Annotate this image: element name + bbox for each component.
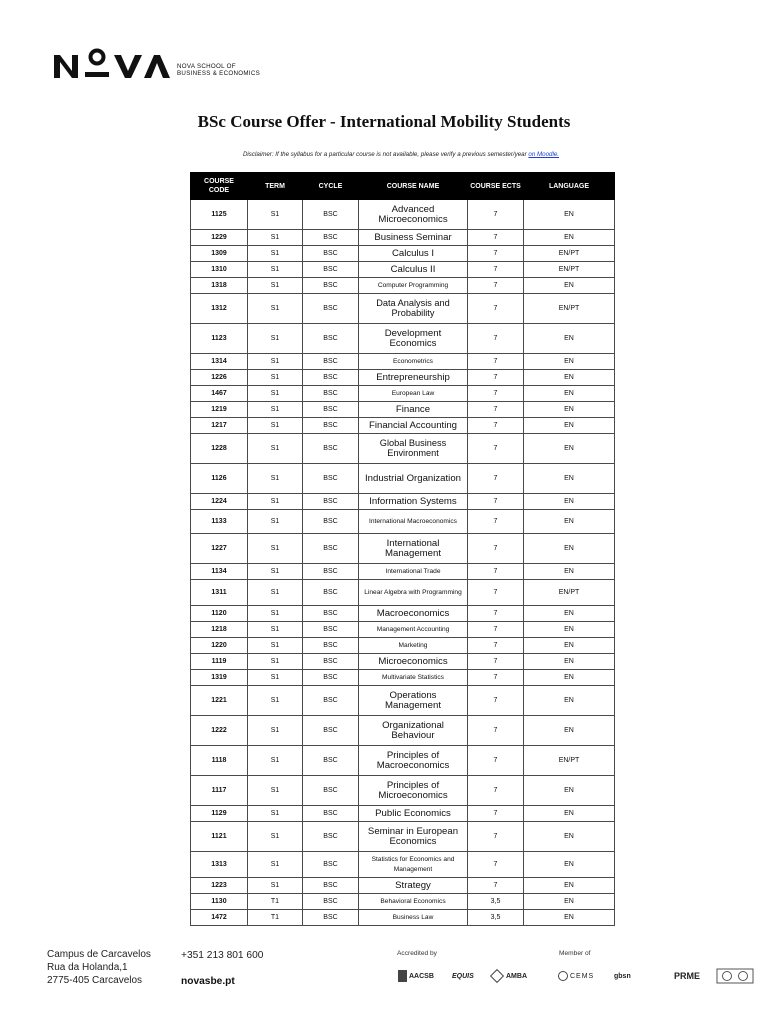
language-cell: EN (524, 418, 615, 434)
ects-cell: 7 (468, 386, 524, 402)
language-cell: EN/PT (524, 246, 615, 262)
course-code-cell: 1472 (191, 910, 248, 926)
language-cell: EN (524, 894, 615, 910)
language-cell: EN (524, 324, 615, 354)
cycle-cell: BSC (303, 852, 359, 878)
accredited-label: Accredited by (397, 950, 437, 957)
website-link[interactable]: novasbe.pt (181, 976, 235, 987)
term-cell: S1 (248, 386, 303, 402)
ects-cell: 7 (468, 776, 524, 806)
term-cell: S1 (248, 534, 303, 564)
address-line: Campus de Carcavelos (47, 949, 151, 960)
ects-cell: 7 (468, 534, 524, 564)
table-row (191, 670, 615, 686)
course-table (190, 172, 615, 926)
course-code-cell: 1222 (191, 716, 248, 746)
term-cell: S1 (248, 686, 303, 716)
ects-cell: 7 (468, 654, 524, 670)
cycle-cell: BSC (303, 878, 359, 894)
ects-cell: 7 (468, 564, 524, 580)
course-code-cell: 1467 (191, 386, 248, 402)
term-cell: S1 (248, 246, 303, 262)
cycle-cell: BSC (303, 534, 359, 564)
aacsb-mark-icon (398, 970, 407, 982)
course-name-cell: Operations Management (359, 686, 468, 716)
course-name-cell: Seminar in European Economics (359, 822, 468, 852)
course-name-cell: Financial Accounting (359, 418, 468, 434)
cycle-cell: BSC (303, 670, 359, 686)
table-row (191, 246, 615, 262)
table-row (191, 230, 615, 246)
seal-icon (716, 968, 754, 984)
course-name-cell: Business Law (359, 910, 468, 926)
table-row (191, 370, 615, 386)
ects-cell: 7 (468, 354, 524, 370)
language-cell: EN/PT (524, 262, 615, 278)
ects-cell: 7 (468, 822, 524, 852)
course-code-cell: 1314 (191, 354, 248, 370)
table-row (191, 606, 615, 622)
ects-cell: 7 (468, 638, 524, 654)
ects-cell: 7 (468, 686, 524, 716)
course-code-cell: 1319 (191, 670, 248, 686)
course-name-cell: International Management (359, 534, 468, 564)
course-code-cell: 1120 (191, 606, 248, 622)
cycle-cell: BSC (303, 278, 359, 294)
cycle-cell: BSC (303, 230, 359, 246)
table-row (191, 878, 615, 894)
table-row (191, 494, 615, 510)
ects-cell: 7 (468, 716, 524, 746)
term-cell: S1 (248, 510, 303, 534)
cycle-cell: BSC (303, 324, 359, 354)
language-cell: EN (524, 776, 615, 806)
cycle-cell: BSC (303, 510, 359, 534)
cycle-cell: BSC (303, 894, 359, 910)
course-code-cell: 1219 (191, 402, 248, 418)
term-cell: S1 (248, 354, 303, 370)
course-name-cell: Development Economics (359, 324, 468, 354)
ects-cell: 3,5 (468, 910, 524, 926)
course-code-cell: 1218 (191, 622, 248, 638)
cycle-cell: BSC (303, 910, 359, 926)
language-cell: EN/PT (524, 294, 615, 324)
table-row (191, 686, 615, 716)
ects-cell: 7 (468, 200, 524, 230)
course-name-cell: Macroeconomics (359, 606, 468, 622)
language-cell: EN (524, 622, 615, 638)
cycle-cell: BSC (303, 806, 359, 822)
course-name-cell: Information Systems (359, 494, 468, 510)
ects-cell: 7 (468, 670, 524, 686)
language-cell: EN (524, 910, 615, 926)
cycle-cell: BSC (303, 606, 359, 622)
table-row (191, 294, 615, 324)
course-code-cell: 1226 (191, 370, 248, 386)
table-row (191, 464, 615, 494)
ects-cell: 7 (468, 370, 524, 386)
language-cell: EN (524, 278, 615, 294)
ects-cell: 7 (468, 510, 524, 534)
cycle-cell: BSC (303, 370, 359, 386)
table-row (191, 580, 615, 606)
campus-address (47, 948, 151, 988)
table-row (191, 894, 615, 910)
term-cell: S1 (248, 262, 303, 278)
course-name-cell: European Law (359, 386, 468, 402)
ects-cell: 7 (468, 324, 524, 354)
language-cell: EN (524, 878, 615, 894)
language-cell: EN (524, 564, 615, 580)
course-code-cell: 1228 (191, 434, 248, 464)
course-name-cell: Industrial Organization (359, 464, 468, 494)
course-name-cell: Public Economics (359, 806, 468, 822)
cems-mark-icon (558, 971, 568, 981)
term-cell: S1 (248, 638, 303, 654)
language-cell: EN (524, 822, 615, 852)
table-row (191, 262, 615, 278)
ects-cell: 7 (468, 402, 524, 418)
aacsb-logo: AACSB (398, 968, 434, 984)
term-cell: S1 (248, 716, 303, 746)
cycle-cell: BSC (303, 686, 359, 716)
language-cell: EN (524, 716, 615, 746)
course-name-cell: International Macroeconomics (359, 510, 468, 534)
ects-cell: 7 (468, 294, 524, 324)
course-name-cell: Finance (359, 402, 468, 418)
language-cell: EN (524, 230, 615, 246)
course-code-cell: 1229 (191, 230, 248, 246)
course-name-cell: Principles of Macroeconomics (359, 746, 468, 776)
ects-cell: 7 (468, 246, 524, 262)
address-line: Rua da Holanda,1 (47, 962, 128, 974)
nova-logo-mark-icon (52, 46, 174, 86)
table-row (191, 654, 615, 670)
term-cell: S1 (248, 200, 303, 230)
cycle-cell: BSC (303, 386, 359, 402)
term-cell: S1 (248, 670, 303, 686)
table-row (191, 776, 615, 806)
term-cell: S1 (248, 278, 303, 294)
course-name-cell: International Trade (359, 564, 468, 580)
ects-cell: 7 (468, 494, 524, 510)
amba-logo: AMBA (492, 968, 527, 984)
term-cell: S1 (248, 776, 303, 806)
course-code-cell: 1117 (191, 776, 248, 806)
cycle-cell: BSC (303, 200, 359, 230)
term-cell: S1 (248, 294, 303, 324)
ects-cell: 7 (468, 434, 524, 464)
cycle-cell: BSC (303, 564, 359, 580)
language-cell: EN (524, 402, 615, 418)
course-code-cell: 1126 (191, 464, 248, 494)
disclaimer-text: Disclaimer: If the syllabus for a particular course is not available, please verify a previous semester/year (242, 151, 529, 158)
ects-cell: 3,5 (468, 894, 524, 910)
table-row (191, 746, 615, 776)
course-name-cell: Principles of Microeconomics (359, 776, 468, 806)
header-course-name: COURSE NAME (359, 173, 468, 200)
phone-number: +351 213 801 600 (181, 950, 264, 961)
table-row (191, 852, 615, 878)
table-row (191, 822, 615, 852)
member-label: Member of (559, 950, 591, 957)
table-row (191, 354, 615, 370)
course-code-cell: 1310 (191, 262, 248, 278)
course-code-cell: 1123 (191, 324, 248, 354)
cycle-cell: BSC (303, 654, 359, 670)
table-row (191, 534, 615, 564)
course-name-cell: Advanced Microeconomics (359, 200, 468, 230)
language-cell: EN (524, 370, 615, 386)
member-seal-logo (716, 968, 754, 984)
language-cell: EN (524, 606, 615, 622)
term-cell: S1 (248, 402, 303, 418)
language-cell: EN/PT (524, 746, 615, 776)
table-header-row (191, 173, 615, 200)
table-row (191, 324, 615, 354)
course-code-cell: 1133 (191, 510, 248, 534)
term-cell: S1 (248, 746, 303, 776)
course-code-cell: 1129 (191, 806, 248, 822)
course-name-cell: Strategy (359, 878, 468, 894)
term-cell: S1 (248, 822, 303, 852)
course-code-cell: 1318 (191, 278, 248, 294)
term-cell: S1 (248, 324, 303, 354)
course-name-cell: Business Seminar (359, 230, 468, 246)
ects-cell: 7 (468, 852, 524, 878)
cycle-cell: BSC (303, 638, 359, 654)
table-row (191, 386, 615, 402)
course-code-cell: 1217 (191, 418, 248, 434)
ects-cell: 7 (468, 418, 524, 434)
course-code-cell: 1130 (191, 894, 248, 910)
term-cell: S1 (248, 622, 303, 638)
cycle-cell: BSC (303, 580, 359, 606)
course-code-cell: 1121 (191, 822, 248, 852)
page-title: BSc Course Offer - International Mobility Students (197, 112, 571, 131)
course-code-cell: 1134 (191, 564, 248, 580)
table-row (191, 716, 615, 746)
header-term: TERM (248, 173, 303, 200)
course-code-cell: 1221 (191, 686, 248, 716)
school-name: NOVA SCHOOL OF BUSINESS & ECONOMICS (177, 63, 261, 78)
language-cell: EN (524, 386, 615, 402)
table-row (191, 510, 615, 534)
language-cell: EN (524, 852, 615, 878)
cycle-cell: BSC (303, 746, 359, 776)
course-code-cell: 1223 (191, 878, 248, 894)
header-cycle: CYCLE (303, 173, 359, 200)
language-cell: EN (524, 534, 615, 564)
course-name-cell: Calculus II (359, 262, 468, 278)
term-cell: S1 (248, 878, 303, 894)
cycle-cell: BSC (303, 464, 359, 494)
cems-logo: CEMS (558, 968, 594, 984)
table-row (191, 434, 615, 464)
language-cell: EN (524, 434, 615, 464)
ects-cell: 7 (468, 464, 524, 494)
term-cell: S1 (248, 580, 303, 606)
footer (0, 946, 768, 1024)
course-code-cell: 1309 (191, 246, 248, 262)
course-code-cell: 1224 (191, 494, 248, 510)
table-row (191, 200, 615, 230)
table-row (191, 418, 615, 434)
ects-cell: 7 (468, 278, 524, 294)
course-code-cell: 1227 (191, 534, 248, 564)
term-cell: T1 (248, 910, 303, 926)
course-name-cell: Global Business Environment (359, 434, 468, 464)
language-cell: EN (524, 464, 615, 494)
cycle-cell: BSC (303, 776, 359, 806)
course-name-cell: Computer Programming (359, 278, 468, 294)
course-name-cell: Statistics for Economics and Management (359, 852, 468, 878)
language-cell: EN/PT (524, 580, 615, 606)
address-line: 2775-405 Carcavelos (47, 975, 143, 987)
gbsn-logo: gbsn (614, 972, 631, 980)
ects-cell: 7 (468, 230, 524, 246)
course-code-cell: 1313 (191, 852, 248, 878)
course-name-cell: Behavioral Economics (359, 894, 468, 910)
term-cell: S1 (248, 852, 303, 878)
cycle-cell: BSC (303, 494, 359, 510)
language-cell: EN (524, 654, 615, 670)
term-cell: S1 (248, 564, 303, 580)
cycle-cell: BSC (303, 418, 359, 434)
disclaimer (0, 151, 768, 158)
cycle-cell: BSC (303, 294, 359, 324)
term-cell: S1 (248, 370, 303, 386)
cycle-cell: BSC (303, 262, 359, 278)
ects-cell: 7 (468, 262, 524, 278)
language-cell: EN (524, 686, 615, 716)
course-name-cell: Entrepreneurship (359, 370, 468, 386)
course-code-cell: 1119 (191, 654, 248, 670)
cycle-cell: BSC (303, 402, 359, 418)
term-cell: T1 (248, 894, 303, 910)
course-code-cell: 1312 (191, 294, 248, 324)
term-cell: S1 (248, 230, 303, 246)
language-cell: EN (524, 354, 615, 370)
course-name-cell: Microeconomics (359, 654, 468, 670)
course-code-cell: 1311 (191, 580, 248, 606)
ects-cell: 7 (468, 622, 524, 638)
table-row (191, 564, 615, 580)
cycle-cell: BSC (303, 354, 359, 370)
term-cell: S1 (248, 494, 303, 510)
ects-cell: 7 (468, 746, 524, 776)
language-cell: EN (524, 638, 615, 654)
ects-cell: 7 (468, 606, 524, 622)
language-cell: EN (524, 806, 615, 822)
language-cell: EN (524, 200, 615, 230)
cycle-cell: BSC (303, 246, 359, 262)
cycle-cell: BSC (303, 622, 359, 638)
term-cell: S1 (248, 418, 303, 434)
course-code-cell: 1125 (191, 200, 248, 230)
table-row (191, 622, 615, 638)
term-cell: S1 (248, 606, 303, 622)
course-name-cell: Multivariate Statistics (359, 670, 468, 686)
language-cell: EN (524, 510, 615, 534)
table-row (191, 278, 615, 294)
cycle-cell: BSC (303, 822, 359, 852)
course-name-cell: Calculus I (359, 246, 468, 262)
term-cell: S1 (248, 654, 303, 670)
language-cell: EN (524, 494, 615, 510)
term-cell: S1 (248, 464, 303, 494)
term-cell: S1 (248, 806, 303, 822)
table-row (191, 910, 615, 926)
course-name-cell: Marketing (359, 638, 468, 654)
course-name-cell: Management Accounting (359, 622, 468, 638)
ects-cell: 7 (468, 580, 524, 606)
ects-cell: 7 (468, 806, 524, 822)
header-language: LANGUAGE (524, 173, 615, 200)
table-row (191, 638, 615, 654)
amba-mark-icon (490, 969, 504, 983)
equis-logo: EQUIS (452, 972, 474, 980)
moodle-link[interactable]: on Moodle. (528, 151, 560, 158)
cycle-cell: BSC (303, 716, 359, 746)
header-course-code: COURSE CODE (191, 173, 248, 200)
course-name-cell: Econometrics (359, 354, 468, 370)
prme-logo: PRME (674, 971, 701, 981)
cycle-cell: BSC (303, 434, 359, 464)
course-name-cell: Organizational Behaviour (359, 716, 468, 746)
table-row (191, 806, 615, 822)
course-name-cell: Linear Algebra with Programming (359, 580, 468, 606)
table-row (191, 402, 615, 418)
course-name-cell: Data Analysis and Probability (359, 294, 468, 324)
course-code-cell: 1220 (191, 638, 248, 654)
ects-cell: 7 (468, 878, 524, 894)
header-course-ects: COURSE ECTS (468, 173, 524, 200)
language-cell: EN (524, 670, 615, 686)
term-cell: S1 (248, 434, 303, 464)
course-code-cell: 1118 (191, 746, 248, 776)
